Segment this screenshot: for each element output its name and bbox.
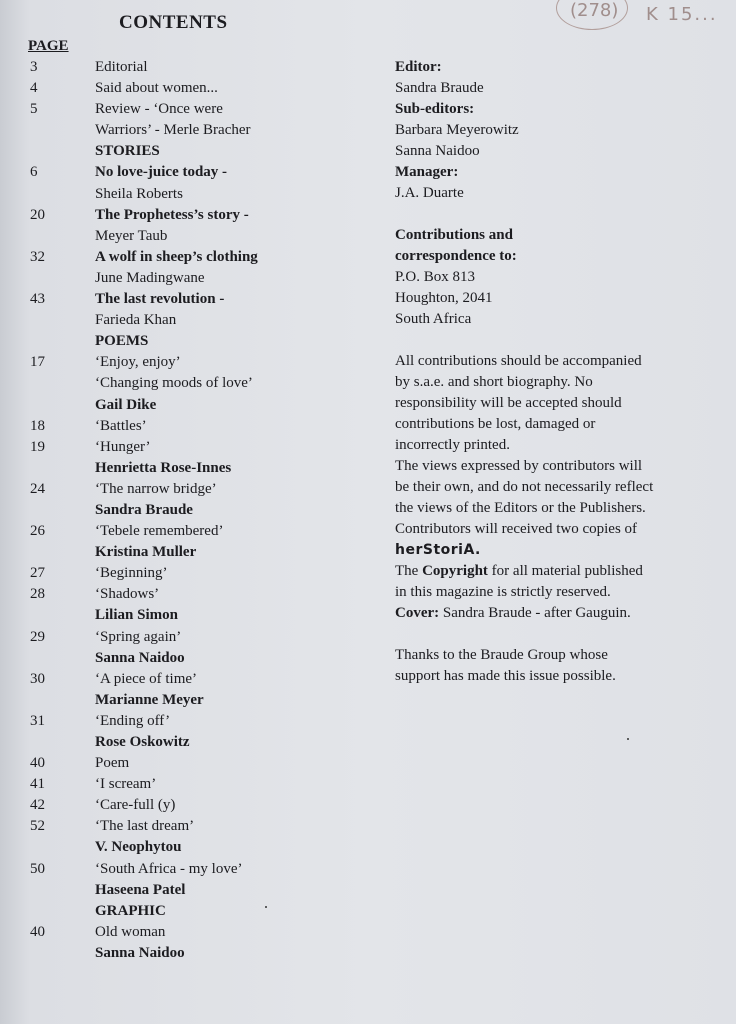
subeditors-label: Sub-editors:: [395, 101, 475, 117]
address-line: South Africa: [395, 311, 472, 327]
toc-row: [0, 690, 380, 711]
table-of-contents: [0, 57, 380, 964]
entry-text: ‘Battles’: [95, 417, 147, 434]
address-line: P.O. Box 813: [395, 269, 476, 285]
entry-text: ‘I scream’: [95, 776, 157, 793]
entry-text: Meyer Taub: [95, 227, 168, 244]
page-number: 30: [30, 670, 45, 687]
entry-text: June Madingwane: [95, 269, 205, 286]
entry-text: Warriors’ - Merle Bracher: [95, 122, 251, 139]
entry-bold-text: Gail Dike: [95, 396, 157, 413]
page-number: 4: [30, 80, 38, 97]
page-number: 40: [30, 755, 45, 772]
editor-name: Sandra Braude: [395, 80, 484, 96]
entry-bold-text: Henrietta Rose-Innes: [95, 459, 232, 476]
speck: [627, 738, 629, 740]
entry-text: ‘Changing moods of love’: [95, 375, 253, 392]
notice-line: by s.a.e. and short biography. No: [395, 374, 593, 390]
contributions-label: Contributions and: [395, 227, 513, 243]
circled-number-text: (278): [570, 0, 619, 21]
cover-label: Cover:: [395, 605, 440, 621]
toc-row: [0, 247, 380, 268]
entry-bold-text: Lilian Simon: [95, 607, 178, 624]
toc-row: [0, 584, 380, 605]
page-number: 43: [30, 291, 45, 308]
notice-line: responsibility will be accepted should: [395, 395, 622, 411]
entry-bold-text: Sanna Naidoo: [95, 649, 185, 666]
toc-row: [0, 458, 380, 479]
toc-row: [0, 669, 380, 690]
toc-row: [0, 880, 380, 901]
section-heading-row: [0, 901, 380, 922]
page-number: 24: [30, 480, 45, 497]
toc-row: [0, 563, 380, 584]
toc-row: [0, 774, 380, 795]
entry-bold-text: Haseena Patel: [95, 881, 186, 898]
entry-text: Review - ‘Once were: [95, 101, 223, 118]
entry-bold-text: The Prophetess’s story -: [95, 206, 249, 223]
manager-name: J.A. Duarte: [395, 185, 464, 201]
notice-line: the views of the Editors or the Publishers.: [395, 500, 646, 516]
entry-text: ‘The last dream’: [95, 818, 195, 835]
toc-row: [0, 310, 380, 331]
page-column-label: PAGE: [28, 38, 69, 54]
page-number: 5: [30, 101, 38, 118]
toc-row: [0, 120, 380, 141]
correspondence-label: correspondence to:: [395, 248, 517, 264]
toc-row: [0, 57, 380, 78]
toc-row: [0, 521, 380, 542]
thanks-line: Thanks to the Braude Group whose: [395, 647, 608, 663]
entry-bold-text: Kristina Muller: [95, 544, 197, 561]
toc-row: [0, 205, 380, 226]
page-number: 20: [30, 206, 45, 223]
page-number: 50: [30, 860, 45, 877]
toc-row: [0, 99, 380, 120]
handwritten-note: K 15...: [646, 4, 718, 25]
page-number: 41: [30, 776, 45, 793]
toc-row: [0, 479, 380, 500]
entry-bold-text: V. Neophytou: [95, 839, 182, 856]
entry-text: ‘Care-full (y): [95, 797, 176, 814]
notice-line: in this magazine is strictly reserved.: [395, 584, 611, 600]
entry-bold-text: No love-juice today -: [95, 164, 228, 181]
entry-text: Poem: [95, 755, 130, 772]
entry-bold-text: Sandra Braude: [95, 501, 193, 518]
entry-text: Farieda Khan: [95, 312, 177, 329]
page-number: 40: [30, 923, 45, 940]
entry-text: Sheila Roberts: [95, 185, 183, 202]
entry-bold-text: A wolf in sheep’s clothing: [95, 248, 258, 265]
copyright-word: Copyright: [422, 563, 488, 579]
page-number: 17: [30, 354, 45, 371]
subeditor-name: Sanna Naidoo: [395, 143, 480, 159]
toc-row: [0, 352, 380, 373]
entry-text: ‘Tebele remembered’: [95, 523, 224, 540]
copyright-line: The Copyright for all material published: [395, 563, 643, 579]
page-number: 26: [30, 523, 45, 540]
editor-label: Editor:: [395, 59, 442, 75]
entry-bold-text: Rose Oskowitz: [95, 734, 190, 750]
address-line: Houghton, 2041: [395, 290, 493, 306]
section-heading-row: [0, 331, 380, 352]
entry-text: ‘Shadows’: [95, 586, 160, 603]
toc-row: [0, 542, 380, 563]
toc-row: [0, 795, 380, 816]
entry-text: ‘Ending off’: [95, 712, 171, 729]
brand-name: herStoriA.: [395, 542, 481, 558]
masthead-column: [395, 57, 730, 687]
toc-row: [0, 162, 380, 183]
subeditor-name: Barbara Meyerowitz: [395, 122, 519, 138]
speck: [265, 906, 267, 908]
entry-text: ‘A piece of time’: [95, 670, 198, 687]
toc-row: [0, 753, 380, 774]
page-number: 19: [30, 438, 45, 455]
entry-text: ‘Spring again’: [95, 628, 182, 645]
toc-row: [0, 943, 380, 964]
entry-text: ‘Enjoy, enjoy’: [95, 354, 181, 371]
toc-row: [0, 922, 380, 943]
entry-text: ‘The narrow bridge’: [95, 480, 217, 497]
cover-credit: [395, 603, 730, 624]
contents-title: CONTENTS: [119, 12, 228, 33]
cover-text: Sandra Braude - after Gauguin.: [439, 605, 631, 621]
notice-line: be their own, and do not necessarily reflect: [395, 479, 654, 495]
section-heading: POEMS: [95, 333, 149, 350]
section-heading: STORIES: [95, 143, 160, 160]
page-number: 6: [30, 164, 38, 181]
toc-row: [0, 648, 380, 669]
toc-row: [0, 627, 380, 648]
toc-row: [0, 500, 380, 521]
toc-row: [0, 289, 380, 310]
entry-text: Old woman: [95, 923, 166, 940]
entry-text: ‘Hunger’: [95, 438, 151, 455]
notice-line: The views expressed by contributors will: [395, 458, 643, 474]
page-number: 52: [30, 818, 45, 835]
entry-bold-text: Sanna Naidoo: [95, 944, 185, 961]
section-heading: GRAPHIC: [95, 902, 166, 919]
toc-row: [0, 226, 380, 247]
notice-line: All contributions should be accompanied: [395, 353, 642, 369]
page-number: 29: [30, 628, 45, 645]
page-number: 42: [30, 797, 45, 814]
page-number: 28: [30, 586, 45, 603]
entry-bold-text: The last revolution -: [95, 291, 225, 308]
toc-row: [0, 437, 380, 458]
toc-row: [0, 373, 380, 394]
toc-row: [0, 416, 380, 437]
entry-bold-text: Marianne Meyer: [95, 691, 204, 708]
entry-text: ‘South Africa - my love’: [95, 860, 243, 877]
page-number: 27: [30, 565, 45, 582]
handwritten-annotation: [556, 0, 736, 32]
toc-row: [0, 78, 380, 99]
thanks-line: support has made this issue possible.: [395, 668, 616, 684]
toc-row: [0, 732, 380, 753]
toc-row: [0, 816, 380, 837]
notice-line: Contributors will received two copies of: [395, 521, 638, 537]
notice-line: contributions be lost, damaged or: [395, 416, 596, 432]
entry-text: Editorial: [95, 59, 148, 75]
section-heading-row: [0, 141, 380, 162]
page-number: 32: [30, 248, 45, 265]
toc-row: [0, 268, 380, 289]
toc-row: [0, 605, 380, 626]
page-number: 31: [30, 712, 45, 729]
manager-label: Manager:: [395, 164, 459, 180]
toc-row: [0, 184, 380, 205]
toc-row: [0, 837, 380, 858]
toc-row: [0, 859, 380, 880]
toc-row: [0, 711, 380, 732]
entry-text: Said about women...: [95, 80, 218, 97]
notice-line: incorrectly printed.: [395, 437, 510, 453]
toc-row: [0, 395, 380, 416]
page-number: 18: [30, 417, 45, 434]
magazine-logo: [395, 540, 730, 561]
page-number: 3: [30, 59, 38, 75]
entry-text: ‘Beginning’: [95, 565, 168, 582]
